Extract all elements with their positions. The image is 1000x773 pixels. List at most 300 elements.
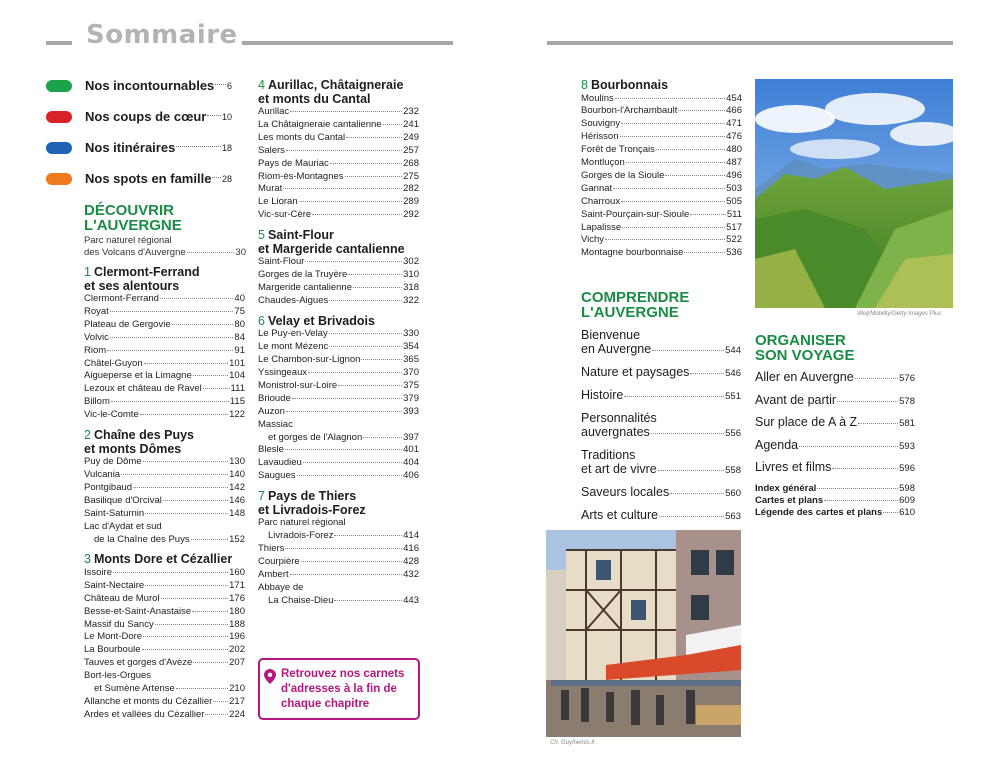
leader-dots <box>312 214 402 215</box>
entry-label: Le Chambon-sur-Lignon <box>258 354 361 366</box>
entry-page: 152 <box>229 533 245 545</box>
leader-dots <box>143 461 229 462</box>
leader-dots <box>858 423 898 424</box>
toc-column-2 <box>258 79 419 608</box>
section-title-line <box>258 490 419 504</box>
leader-dots <box>140 414 228 415</box>
toc-entry[interactable] <box>84 469 245 482</box>
toc-entry[interactable] <box>258 106 419 119</box>
comprendre-block <box>581 290 741 531</box>
legend-label: Nos itinéraires <box>85 140 176 155</box>
toc-entry[interactable] <box>84 683 245 696</box>
entry-page: 556 <box>725 428 741 439</box>
toc-entry[interactable] <box>84 696 245 709</box>
section-number: 8 <box>581 78 588 92</box>
market-credit: Ch. Guy/hemis.fr <box>550 740 596 746</box>
leader-dots <box>285 449 402 450</box>
section-title-line <box>258 315 419 329</box>
section-title-text: et Margeride cantalienne <box>258 241 405 256</box>
entry-page: 282 <box>403 183 419 195</box>
leader-dots <box>176 146 221 147</box>
parc-volcans-line2: des Volcans d'Auvergne <box>84 247 186 258</box>
entry-page: 176 <box>229 592 245 604</box>
leader-dots <box>626 162 725 163</box>
section-title-text: Saint-Flour <box>267 228 334 243</box>
entry-last-line <box>581 425 741 441</box>
toc-entry[interactable] <box>581 131 742 144</box>
entry-page: 140 <box>229 468 245 480</box>
section-title-text: Chaîne des Puys <box>93 428 194 443</box>
comprendre-entry[interactable] <box>581 365 741 381</box>
decouvrir-heading-line1: DÉCOUVRIR <box>84 202 175 219</box>
leader-dots <box>817 488 898 489</box>
market-photo <box>546 530 741 737</box>
section-entries <box>84 293 245 422</box>
toc-entry[interactable] <box>258 419 419 432</box>
toc-entry[interactable] <box>581 196 742 209</box>
section-title-line <box>258 79 419 93</box>
toc-entry[interactable] <box>84 383 245 396</box>
entry-label: Plateau de Gergovie <box>84 318 171 330</box>
leader-dots <box>346 137 402 138</box>
entry-label: Lezoux et château de Ravel <box>84 383 202 395</box>
toc-entry[interactable] <box>84 293 245 306</box>
entry-page: 257 <box>403 144 419 156</box>
carnets-callout <box>258 658 420 720</box>
entry-page: 275 <box>403 170 419 182</box>
entry-page: 416 <box>403 542 419 554</box>
toc-entry[interactable] <box>258 595 419 608</box>
section-number: 3 <box>84 552 91 567</box>
toc-column-3 <box>581 79 742 260</box>
legend-swatch-icon <box>46 173 72 185</box>
leader-dots <box>285 548 402 549</box>
section-heading <box>258 79 419 106</box>
leader-dots <box>338 385 402 386</box>
entry-label: Index général <box>755 482 817 494</box>
entry-page: 142 <box>229 481 245 493</box>
comprendre-entry[interactable] <box>581 508 741 524</box>
section-number: 6 <box>258 313 265 328</box>
entry-label: Vichy <box>581 234 605 246</box>
toc-entry[interactable] <box>258 295 419 308</box>
toc-entry[interactable] <box>581 209 742 222</box>
entry-label: Aigueperse et la Limagne <box>84 370 192 382</box>
comprendre-entry[interactable] <box>581 485 741 501</box>
entry-label: Gannat <box>581 182 613 194</box>
entry-page: 576 <box>899 373 915 384</box>
section-number: 4 <box>258 78 265 92</box>
leader-dots <box>161 598 229 599</box>
legend-item[interactable] <box>46 78 232 93</box>
legend-item[interactable] <box>46 171 232 186</box>
toc-entry[interactable] <box>258 341 419 354</box>
organiser-small-entry[interactable] <box>755 507 915 519</box>
toc-section <box>258 490 419 607</box>
toc-entry[interactable] <box>258 158 419 171</box>
entry-label: Nature et paysages <box>581 365 690 379</box>
entry-page: 558 <box>725 465 741 476</box>
legend-swatch-icon <box>46 80 72 92</box>
entry-label: Saveurs locales <box>581 485 670 499</box>
entry-label: Vic-sur-Cère <box>258 209 312 221</box>
entry-label: en Auvergne <box>581 342 652 356</box>
entry-page: 414 <box>403 530 419 542</box>
entry-page: 80 <box>234 318 245 330</box>
leader-dots <box>286 411 402 412</box>
entry-page: 593 <box>899 440 915 452</box>
toc-entry[interactable] <box>84 396 245 409</box>
toc-entry[interactable] <box>581 157 742 170</box>
section-title-text: Clermont-Ferrand <box>93 265 200 279</box>
entry-label: La Bourboule <box>84 644 141 656</box>
toc-entry[interactable] <box>84 631 245 644</box>
entry-label: Courpière <box>258 555 300 567</box>
toc-entry[interactable] <box>84 482 245 495</box>
entry-label: Montagne bourbonnaise <box>581 247 684 259</box>
section-title-text: Monts Dore et Cézallier <box>93 552 233 567</box>
section-title-text: Pays de Thiers <box>267 489 357 504</box>
section-heading <box>84 553 245 567</box>
toc-entry[interactable] <box>84 409 245 422</box>
toc-entry[interactable] <box>258 269 419 282</box>
toc-entry[interactable] <box>258 145 419 158</box>
toc-entry[interactable] <box>258 282 419 295</box>
entry-page: 232 <box>403 106 419 117</box>
entry-label: Besse-et-Saint-Anastaise <box>84 605 192 617</box>
leader-dots <box>133 487 228 488</box>
entry-page: 75 <box>234 305 245 317</box>
entry-page: 91 <box>234 344 245 356</box>
section-number: 5 <box>258 228 265 243</box>
toc-entry[interactable] <box>84 370 245 383</box>
organiser-entry[interactable] <box>755 393 915 409</box>
legend-label: Nos coups de cœur <box>85 109 207 124</box>
section-entries <box>258 256 419 308</box>
toc-entry[interactable] <box>581 234 742 247</box>
entry-page: 310 <box>403 269 419 281</box>
leader-dots <box>345 176 403 177</box>
entry-label: Yssingeaux <box>258 367 308 378</box>
legend-label: Nos incontournables <box>85 78 215 93</box>
organiser-heading-line2: SON VOYAGE <box>755 347 855 364</box>
toc-entry[interactable] <box>84 345 245 358</box>
organiser-entry[interactable] <box>755 370 915 386</box>
toc-entry[interactable] <box>84 657 245 670</box>
entry-page: 171 <box>229 579 245 591</box>
toc-entry[interactable] <box>84 670 245 683</box>
section-title-text: et Livradois-Forez <box>258 502 366 517</box>
leader-dots <box>620 136 726 137</box>
comprendre-entry[interactable] <box>581 448 741 478</box>
leader-dots <box>297 475 403 476</box>
section-number: 7 <box>258 489 265 504</box>
leader-dots <box>110 311 234 312</box>
entry-page: 365 <box>403 354 419 366</box>
entry-page: 84 <box>234 331 245 343</box>
leader-dots <box>299 201 403 202</box>
entry-label: Vulcania <box>84 468 121 480</box>
leader-dots <box>353 287 402 288</box>
comprendre-entry[interactable] <box>581 411 741 441</box>
toc-entry[interactable] <box>84 606 245 619</box>
entry-page: 404 <box>403 457 419 469</box>
entry-label: Gorges de la Sioule <box>581 169 665 181</box>
toc-entry[interactable] <box>258 209 419 222</box>
organiser-entry[interactable] <box>755 438 915 454</box>
toc-entry[interactable] <box>84 306 245 319</box>
toc-section <box>84 553 245 721</box>
toc-entry[interactable] <box>84 709 245 722</box>
entry-label: Billom <box>84 396 110 408</box>
toc-entry[interactable] <box>258 556 419 569</box>
entry-label: Puy de Dôme <box>84 456 142 468</box>
entry-label: Lac d'Aydat et sud <box>84 520 162 532</box>
entry-page: 596 <box>899 463 915 474</box>
entry-page: 466 <box>726 105 742 117</box>
toc-entry[interactable] <box>258 470 419 483</box>
leader-dots <box>305 261 402 262</box>
toc-entry[interactable] <box>581 170 742 183</box>
entry-page: 188 <box>229 618 245 630</box>
section-heading <box>258 490 419 517</box>
toc-entry[interactable] <box>84 644 245 657</box>
entry-page: 148 <box>229 507 245 519</box>
entry-page: 241 <box>403 118 419 130</box>
toc-entry[interactable] <box>84 456 245 469</box>
entry-page: 546 <box>725 368 741 379</box>
toc-entry[interactable] <box>258 444 419 457</box>
leader-dots <box>383 124 403 125</box>
toc-entry[interactable] <box>258 406 419 419</box>
entry-label: et Sumène Artense <box>94 683 175 695</box>
leader-dots <box>286 150 402 151</box>
comprendre-entry[interactable] <box>581 328 741 358</box>
toc-entry[interactable] <box>84 495 245 508</box>
entry-page: 217 <box>229 695 245 707</box>
section-entries <box>258 328 419 483</box>
entry-page: 302 <box>403 256 419 268</box>
toc-entry[interactable] <box>84 521 245 534</box>
section-title-line <box>581 79 742 93</box>
toc-entry[interactable] <box>258 380 419 393</box>
toc-entry[interactable] <box>258 432 419 445</box>
toc-entry[interactable] <box>258 582 419 595</box>
entry-page: 202 <box>229 644 245 656</box>
leader-dots <box>361 359 402 360</box>
leader-dots <box>163 500 228 501</box>
leader-dots <box>690 373 724 374</box>
entry-label: Souvigny <box>581 118 621 130</box>
toc-entry[interactable] <box>258 543 419 556</box>
entry-label: Pays de Mauriac <box>258 157 329 169</box>
toc-entry[interactable] <box>258 119 419 132</box>
legend-item[interactable] <box>46 140 232 155</box>
organiser-heading <box>755 333 915 363</box>
entry-label: Bourbon-l'Archambault <box>581 105 678 117</box>
section-heading <box>581 79 742 93</box>
leader-dots <box>329 346 402 347</box>
toc-entry[interactable] <box>258 517 419 530</box>
leader-dots <box>303 462 402 463</box>
leader-dots <box>111 401 229 402</box>
leader-dots <box>290 574 403 575</box>
entry-label: Monistrol-sur-Loire <box>258 379 338 391</box>
toc-entry[interactable] <box>84 567 245 580</box>
section-title-text: et monts du Cantal <box>258 91 371 106</box>
toc-entry[interactable] <box>258 183 419 196</box>
leader-dots <box>832 468 898 469</box>
organiser-entry[interactable] <box>755 415 915 431</box>
entry-page: 480 <box>726 144 742 156</box>
decouvrir-heading-line2: L'AUVERGNE <box>84 217 182 234</box>
entry-label: Moulins <box>581 92 614 104</box>
toc-section <box>258 79 419 222</box>
entry-label: Le Mont-Dore <box>84 631 143 643</box>
toc-section <box>258 229 419 308</box>
leader-dots <box>656 149 725 150</box>
legend-swatch-icon <box>46 142 72 154</box>
entry-label: Royat <box>84 305 109 317</box>
toc-entry[interactable] <box>258 196 419 209</box>
leader-dots <box>143 636 228 637</box>
entry-page: 496 <box>726 169 742 181</box>
section-heading <box>84 266 245 293</box>
toc-entry[interactable] <box>258 569 419 582</box>
entry-label: Forêt de Tronçais <box>581 144 655 156</box>
entry-label: Charroux <box>581 195 621 207</box>
entry-label: Montluçon <box>581 157 625 169</box>
entry-label: Volvic <box>84 331 109 343</box>
legend-label: Nos spots en famille <box>85 171 212 186</box>
entry-page: 318 <box>403 281 419 293</box>
parc-volcans-entry[interactable] <box>84 247 246 259</box>
title-rule-right <box>242 41 453 45</box>
entry-label: Livres et films <box>755 460 832 474</box>
toc-entry[interactable] <box>84 319 245 332</box>
toc-entry[interactable] <box>258 354 419 367</box>
legend-swatch-icon <box>46 111 72 123</box>
entry-page: 471 <box>726 118 742 130</box>
leader-dots <box>670 493 724 494</box>
entry-page: 322 <box>403 294 419 306</box>
section-heading <box>84 429 245 456</box>
entry-page: 122 <box>229 409 245 421</box>
entry-page: 610 <box>899 506 915 518</box>
entry-label: Aurillac <box>258 106 290 117</box>
leader-dots <box>329 333 402 334</box>
section-entries <box>84 567 245 722</box>
leader-dots <box>193 375 228 376</box>
comprendre-heading-line2: L'AUVERGNE <box>581 304 679 321</box>
toc-entry[interactable] <box>258 328 419 341</box>
leader-dots <box>192 611 228 612</box>
organiser-entry[interactable] <box>755 460 915 476</box>
entry-label: Ambert <box>258 568 289 580</box>
toc-entry[interactable] <box>258 132 419 145</box>
section-entries <box>258 106 419 222</box>
toc-entry[interactable] <box>258 393 419 406</box>
entry-page: 432 <box>403 568 419 580</box>
leader-dots <box>799 446 898 447</box>
toc-entry[interactable] <box>258 367 419 380</box>
entry-label: Allanche et monts du Cézallier <box>84 695 213 707</box>
toc-entry[interactable] <box>258 530 419 543</box>
entry-label: Aller en Auvergne <box>755 370 854 384</box>
section-title-text: Velay et Brivadois <box>267 313 375 328</box>
entry-page: 505 <box>726 195 742 207</box>
entry-label: Cartes et plans <box>755 494 824 506</box>
entry-label-line: Personnalités <box>581 411 657 425</box>
toc-entry[interactable] <box>84 358 245 371</box>
entry-label: Le Puy-en-Velay <box>258 328 328 340</box>
leader-dots <box>824 500 898 501</box>
entry-page: 563 <box>725 511 741 522</box>
comprendre-entry[interactable] <box>581 388 741 404</box>
entry-page: 454 <box>726 92 742 104</box>
entry-page: 487 <box>726 157 742 169</box>
toc-entry[interactable] <box>258 457 419 470</box>
toc-entry[interactable] <box>84 619 245 632</box>
entry-label: Margeride cantalienne <box>258 281 353 293</box>
toc-entry[interactable] <box>84 332 245 345</box>
entry-label: Histoire <box>581 388 624 402</box>
entry-label: Murat <box>258 183 283 195</box>
toc-entry[interactable] <box>581 144 742 157</box>
entry-label: Châtel-Guyon <box>84 357 143 369</box>
toc-entry[interactable] <box>581 105 742 118</box>
entry-label: Gorges de la Truyère <box>258 269 348 281</box>
toc-entry[interactable] <box>581 93 742 106</box>
leader-dots <box>144 363 229 364</box>
toc-entry[interactable] <box>258 171 419 184</box>
legend <box>46 78 232 186</box>
entry-label: Lapalisse <box>581 221 622 233</box>
toc-entry[interactable] <box>581 118 742 131</box>
entry-page: 196 <box>229 631 245 643</box>
entry-page: 401 <box>403 444 419 456</box>
toc-entry[interactable] <box>84 508 245 521</box>
entry-label: Pontgibaud <box>84 481 133 493</box>
leader-dots <box>615 98 725 99</box>
entry-label: La Châtaigneraie cantalienne <box>258 118 382 130</box>
section-heading <box>258 229 419 256</box>
map-pin-icon <box>264 669 276 684</box>
organiser-small-entry[interactable] <box>755 483 915 495</box>
leader-dots <box>203 388 230 389</box>
toc-section <box>581 79 742 260</box>
toc-entry[interactable] <box>581 247 742 260</box>
leader-dots <box>652 350 724 351</box>
organiser-small-entry[interactable] <box>755 495 915 507</box>
section-title-line <box>258 229 419 243</box>
legend-item[interactable] <box>46 109 232 124</box>
toc-entry[interactable] <box>84 580 245 593</box>
leader-dots <box>155 624 228 625</box>
leader-dots <box>145 585 228 586</box>
organiser-block <box>755 333 915 519</box>
entry-page: 268 <box>403 157 419 169</box>
section-title-line <box>84 429 245 443</box>
toc-entry[interactable] <box>84 534 245 547</box>
entry-label: Les monts du Cantal <box>258 131 346 143</box>
toc-entry[interactable] <box>581 183 742 196</box>
toc-entry[interactable] <box>258 256 419 269</box>
entry-page: 210 <box>229 683 245 695</box>
toc-entry[interactable] <box>84 593 245 606</box>
entry-page: 522 <box>726 234 742 246</box>
toc-entry[interactable] <box>581 222 742 235</box>
